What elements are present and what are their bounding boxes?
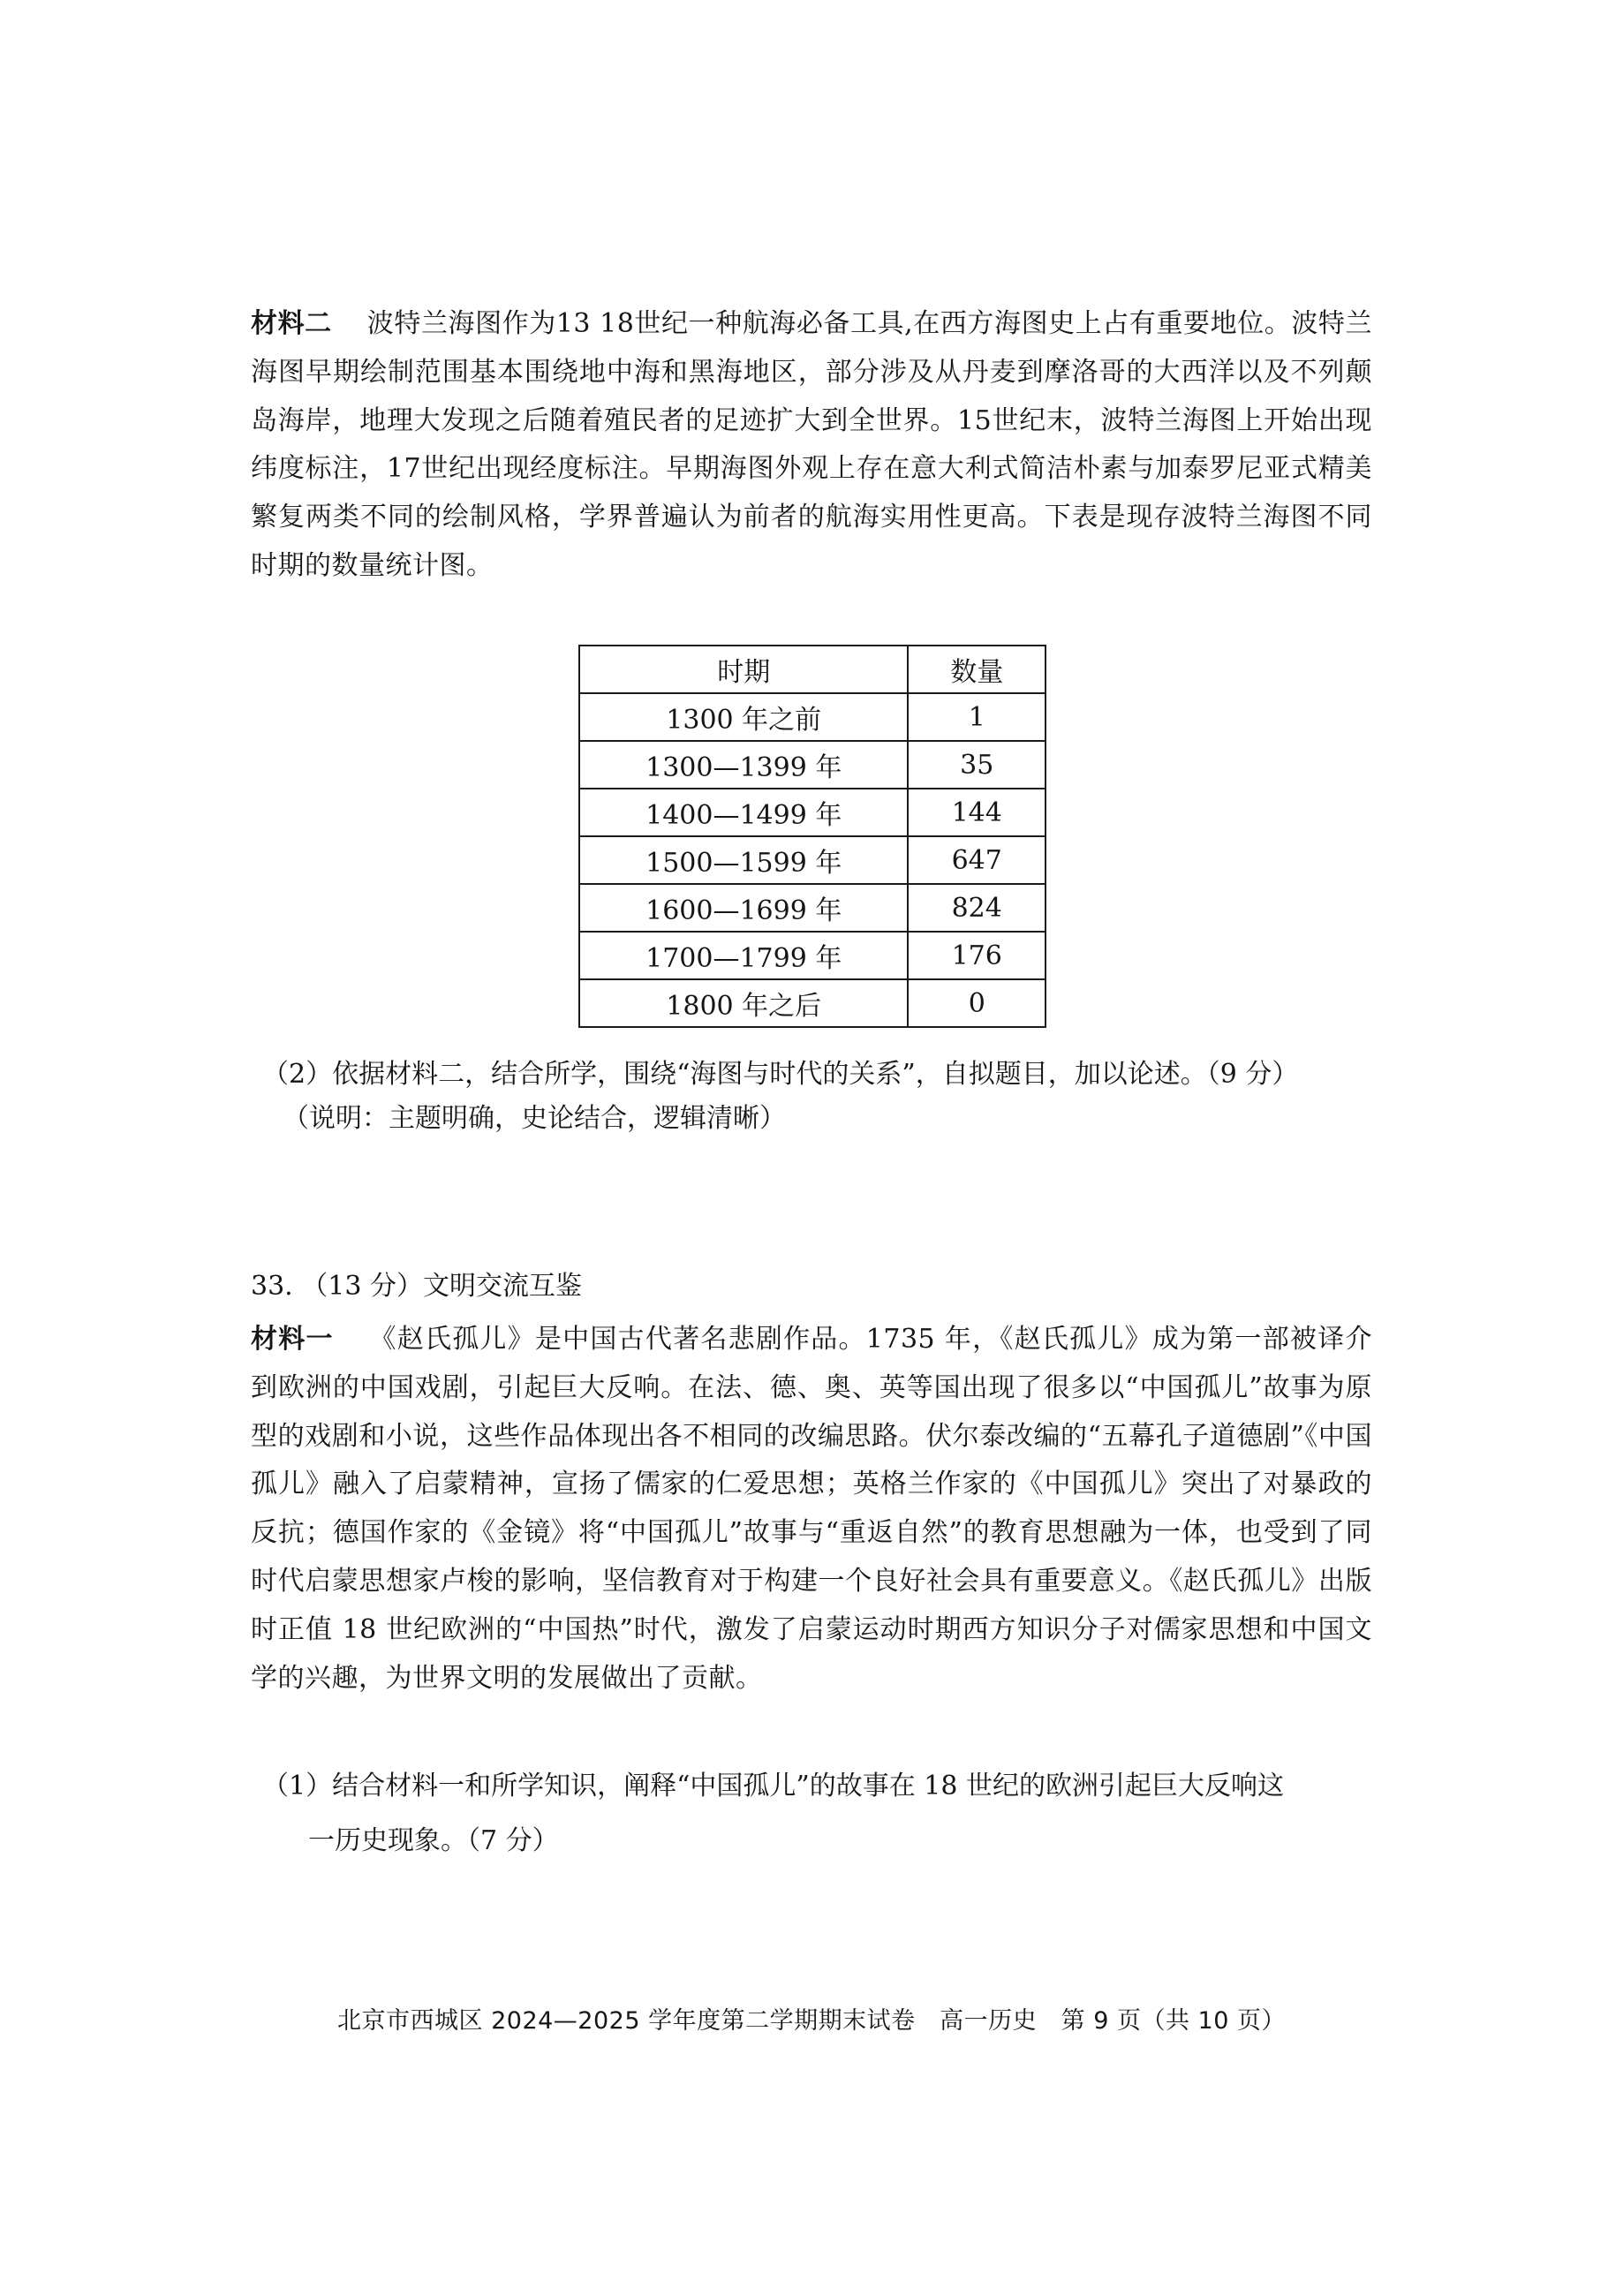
count-cell: 1 <box>908 693 1046 741</box>
question-2-prompt: （2）依据材料二，结合所学，围绕“海图与时代的关系”，自拟题目，加以论述。（9 分） <box>262 1059 1299 1090</box>
period-cell: 1600—1699 年 <box>579 884 908 932</box>
count-cell: 647 <box>908 836 1046 884</box>
question-2-note: （说明：主题明确，史论结合，逻辑清晰） <box>283 1103 786 1134</box>
period-cell: 1300 年之前 <box>579 693 908 741</box>
question-33-heading: 33. （13 分）文明交流互鉴 <box>251 1271 582 1302</box>
period-cell: 1500—1599 年 <box>579 836 908 884</box>
count-cell: 0 <box>908 979 1046 1027</box>
header-period: 时期 <box>579 646 908 693</box>
table-row <box>579 836 1046 884</box>
material-two-label: 材料二 <box>251 308 332 339</box>
period-cell: 1400—1499 年 <box>579 789 908 836</box>
count-cell: 176 <box>908 932 1046 979</box>
header-count: 数量 <box>908 646 1046 693</box>
period-cell: 1300—1399 年 <box>579 741 908 789</box>
period-cell: 1700—1799 年 <box>579 932 908 979</box>
material-one-text: 《赵氏孤儿》是中国古代著名悲剧作品。1735 年，《赵氏孤儿》成为第一部被译介到欧洲的中国戏剧，引起巨大反响。在法、德、奥、英等国出现了很多以“中国孤儿”故事为原型的戏剧和小说，这些作品体现出各不相同的改编思路。伏尔泰改编的“五幕孔子道德剧”《中国孤儿》融入了启蒙精神，宣扬了儒家的仁爱思想；英格兰作家的《中国孤儿》突出了对暴政的反抗；德国作家的《金镜》将“中国孤儿”故事与“重返自然”的教育思想融为一体，也受到了同时代启蒙思想家卢梭的影响，坚信教育对于构建一个良好社会具有重要意义。《赵氏孤儿》出版时正值 18 世纪欧洲的“中国热”时代，激发了启蒙运动时期西方知识分子对儒家思想和中国文学的兴趣，为世界文明的发展做出了贡献。 <box>251 1324 1373 1694</box>
page-footer: 北京市西城区 2024—2025 学年度第二学期期末试卷 高一历史 第 9 页（共 10 页） <box>337 2007 1286 2035</box>
table-row <box>579 979 1046 1027</box>
material-two-text: 波特兰海图作为13 18世纪一种航海必备工具,在西方海图史上占有重要地位。波特兰海图早期绘制范围基本围绕地中海和黑海地区，部分涉及从丹麦到摩洛哥的大西洋以及不列颠岛海岸，地理大发现之后随着殖民者的足迹扩大到全世界。15世纪末，波特兰海图上开始出现纬度标注，17世纪出现经度标注。早期海图外观上存在意大利式简洁朴素与加泰罗尼亚式精美繁复两类不同的绘制风格，学界普遍认为前者的航海实用性更高。下表是现存波特兰海图不同时期的数量统计图。 <box>251 308 1373 581</box>
table-row <box>579 741 1046 789</box>
table-row <box>579 884 1046 932</box>
table-row <box>579 693 1046 741</box>
question-33-1-line-1: （1）结合材料一和所学知识，阐释“中国孤儿”的故事在 18 世纪的欧洲引起巨大反响这 <box>262 1771 1285 1801</box>
material-one-paragraph <box>251 1316 1372 1703</box>
question-33-1-line-2: 一历史现象。（7 分） <box>308 1825 559 1856</box>
material-one-label: 材料一 <box>251 1324 334 1355</box>
table-row <box>579 932 1046 979</box>
table-row <box>579 789 1046 836</box>
count-cell: 824 <box>908 884 1046 932</box>
table-header-row <box>579 646 1046 693</box>
chart-count-table <box>578 645 1046 1028</box>
count-cell: 144 <box>908 789 1046 836</box>
question-33-1-prompt <box>262 1759 1372 1869</box>
period-cell: 1800 年之后 <box>579 979 908 1027</box>
count-cell: 35 <box>908 741 1046 789</box>
material-two-paragraph <box>251 300 1372 591</box>
